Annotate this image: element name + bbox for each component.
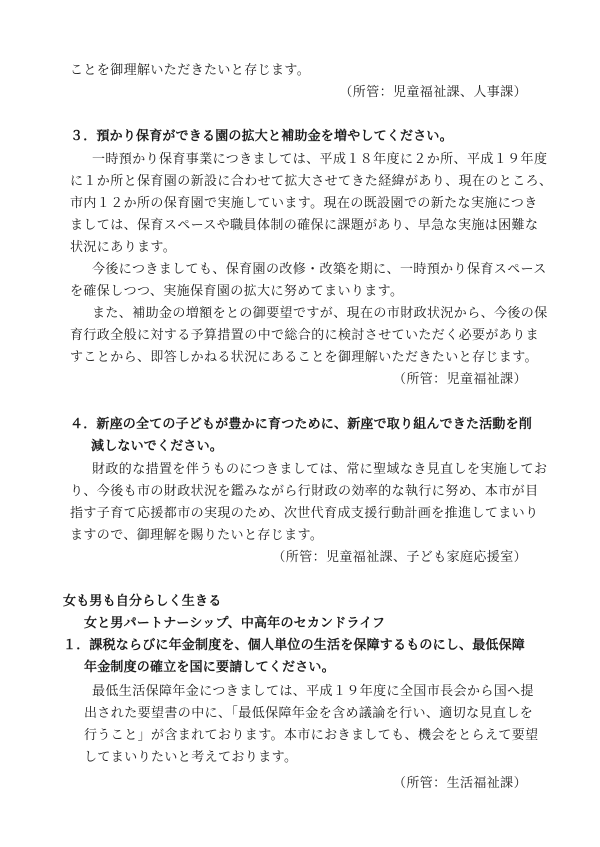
item4-body-line: 指す子育て応援都市の実現のため、次世代育成支援行動計画を推進してまいり: [70, 506, 539, 521]
item3-body-line: を確保しつつ、実施保育園の拡大に努めてまいります。: [70, 284, 404, 299]
item3-body-line: 状況にあります。: [70, 240, 177, 255]
section2-item1-heading: 年金制度の確立を国に要請してください。: [84, 660, 335, 675]
section-subtitle: 女と男パートナーシップ、中高年のセカンドライフ: [84, 616, 386, 631]
section2-item1-body-line: 行うこと」が含まれております。本市におきましても、機会をとらえて要望: [84, 728, 539, 743]
item3-body-line: 市内１２か所の保育園で実施しています。現在の既設園での新たな実施につき: [70, 196, 538, 211]
item3-body-line: すことから、即答しかねる状況にあることを御理解いただきたいと存じます。: [70, 350, 538, 365]
intro-department-note: （所管：児童福祉課、人事課）: [339, 85, 527, 100]
section-title: 女も男も自分らしく生きる: [63, 594, 222, 609]
item4-heading: ４．新座の全ての子どもが豊かに育つために、新座で取り組んできた活動を削: [70, 417, 533, 432]
intro-tail-text: ことを御理解いただきたいと存じます。: [70, 63, 311, 78]
item3-body-line: 一時預かり保育事業につきましては、平成１８年度に２か所、平成１９年度: [92, 152, 548, 167]
item4-body-line: り、今後も市の財政状況を鑑みながら行財政の効率的な執行に努め、本市が目: [70, 484, 539, 499]
section2-item1-body-line: 出された要望書の中に、「最低保障年金を含め議論を行い、適切な見直しを: [84, 706, 534, 721]
item3-body-line: ましては、保育スペースや職員体制の確保に課題があり、早急な実施は困難な: [70, 218, 539, 233]
item3-body-line: また、補助金の増額をとの御要望ですが、現在の市財政状況から、今後の保: [92, 306, 548, 321]
section2-item1-body-line: してまいりたいと考えております。: [84, 750, 298, 765]
item4-department-note: （所管：児童福祉課、子ども家庭応援室）: [272, 550, 527, 565]
item4-body-line: 財政的な措置を伴うものにつきましては、常に聖域なき見直しを実施してお: [92, 462, 548, 477]
section2-item1-body-line: 最低生活保障年金につきましては、平成１９年度に全国市長会から国へ提: [92, 684, 534, 699]
item3-body-line: に１か所と保育園の新設に合わせて拡大させてきた経緯があり、現在のところ、: [70, 174, 553, 189]
item4-heading: 減しないでください。: [91, 439, 224, 454]
item3-body-line: 今後につきましても、保育園の改修・改築を期に、一時預かり保育スペース: [92, 262, 547, 277]
item3-heading: ３．預かり保育ができる園の拡大と補助金を増やしてください。: [70, 129, 453, 144]
section2-item1-department-note: （所管：生活福祉課）: [392, 776, 527, 791]
item4-body-line: ますので、御理解を賜りたいと存じます。: [70, 528, 324, 543]
section2-item1-heading: １．課税ならびに年金制度を、個人単位の生活を保障するものにし、最低保障: [63, 638, 526, 653]
item3-department-note: （所管：児童福祉課）: [392, 372, 527, 387]
item3-body-line: 育行政全般に対する予算措置の中で総合的に検討させていただく必要がありま: [70, 328, 540, 343]
